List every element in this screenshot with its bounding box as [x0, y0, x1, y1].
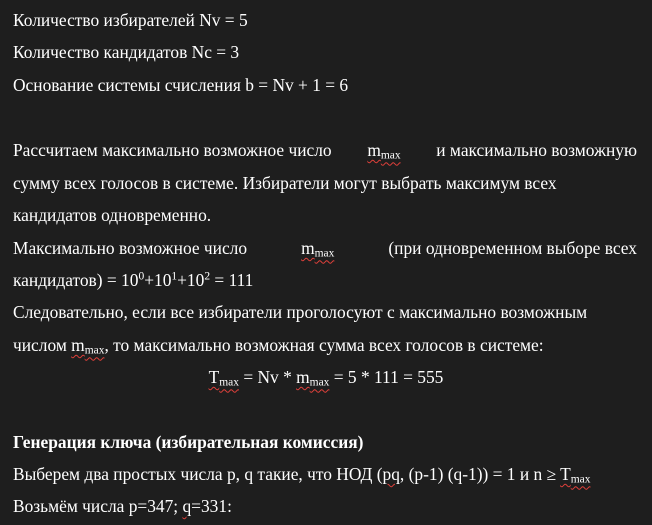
- paragraph-max-number-line-1: [13, 139, 637, 161]
- text-fragment: = 111: [210, 270, 254, 290]
- candidates-count-line: Количество кандидатов Nc = 3: [13, 42, 240, 62]
- exponent: 1: [171, 270, 178, 283]
- paragraph-max-possible-line-1: [13, 237, 637, 259]
- m-max-symbol: [367, 139, 400, 161]
- key-generation-line-1: [13, 463, 637, 485]
- m-letter: m: [71, 335, 85, 355]
- text-fragment: Максимально возможное число: [13, 238, 248, 258]
- m-letter: m: [367, 140, 381, 160]
- t-letter: T: [208, 367, 220, 387]
- paragraph-max-number-line-3: кандидатов одновременно.: [13, 205, 212, 225]
- q-term: q: [182, 496, 192, 516]
- section-heading: Генерация ключа (избирательная комиссия): [13, 432, 364, 452]
- formula-t-max: [0, 366, 652, 388]
- text-fragment: Рассчитаем максимально возможное число: [13, 140, 332, 160]
- text-fragment: Выберем два простых числа p, q такие, что НОД (: [13, 464, 383, 484]
- max-subscript: max: [380, 149, 401, 162]
- max-subscript: max: [84, 344, 105, 357]
- text-fragment: числом: [13, 335, 72, 355]
- t-letter: T: [560, 464, 571, 484]
- max-subscript: max: [314, 247, 335, 260]
- text-fragment: сумму всех голосов в системе. Избиратели могут выбрать максимум всех: [13, 173, 557, 193]
- exponent: 0: [138, 270, 145, 283]
- paragraph-max-possible-line-2: [13, 269, 637, 291]
- paragraph-max-number-line-2: [13, 172, 637, 194]
- text-fragment: Возьмём числа p=347;: [13, 496, 183, 516]
- m-letter: m: [296, 367, 310, 387]
- pq-term: pq: [382, 464, 400, 484]
- m-letter: m: [301, 238, 315, 258]
- text-fragment: (при одновременном выборе всех: [388, 238, 637, 258]
- key-generation-line-2: [13, 495, 637, 517]
- paragraph-consequently-line-1: [13, 301, 637, 323]
- text-fragment: и максимально возможную: [436, 140, 637, 160]
- m-max-symbol: [301, 237, 334, 259]
- text-fragment: +10: [144, 270, 172, 290]
- max-subscript: max: [219, 376, 239, 389]
- text-fragment: , то максимально возможная сумма всех голосов в системе:: [104, 335, 544, 355]
- max-subscript: max: [309, 376, 330, 389]
- exponent: 2: [204, 270, 211, 283]
- number-base-line: Основание системы счисления b = Nv + 1 = 6: [13, 75, 349, 95]
- text-fragment: =331:: [191, 496, 232, 516]
- paragraph-consequently-line-2: [13, 334, 637, 356]
- text-fragment: = 5 * 111 = 555: [329, 367, 444, 387]
- text-fragment: Следовательно, если все избиратели проголосуют с максимально возможным: [13, 302, 588, 322]
- voters-count-line: Количество избирателей Nv = 5: [13, 10, 248, 30]
- max-subscript: max: [570, 473, 591, 486]
- text-fragment: кандидатов) = 10: [13, 270, 139, 290]
- text-fragment: +10: [177, 270, 205, 290]
- text-fragment: , (p-1) (q-1)) = 1 и n ≥: [399, 464, 561, 484]
- text-fragment: = Nv *: [238, 367, 297, 387]
